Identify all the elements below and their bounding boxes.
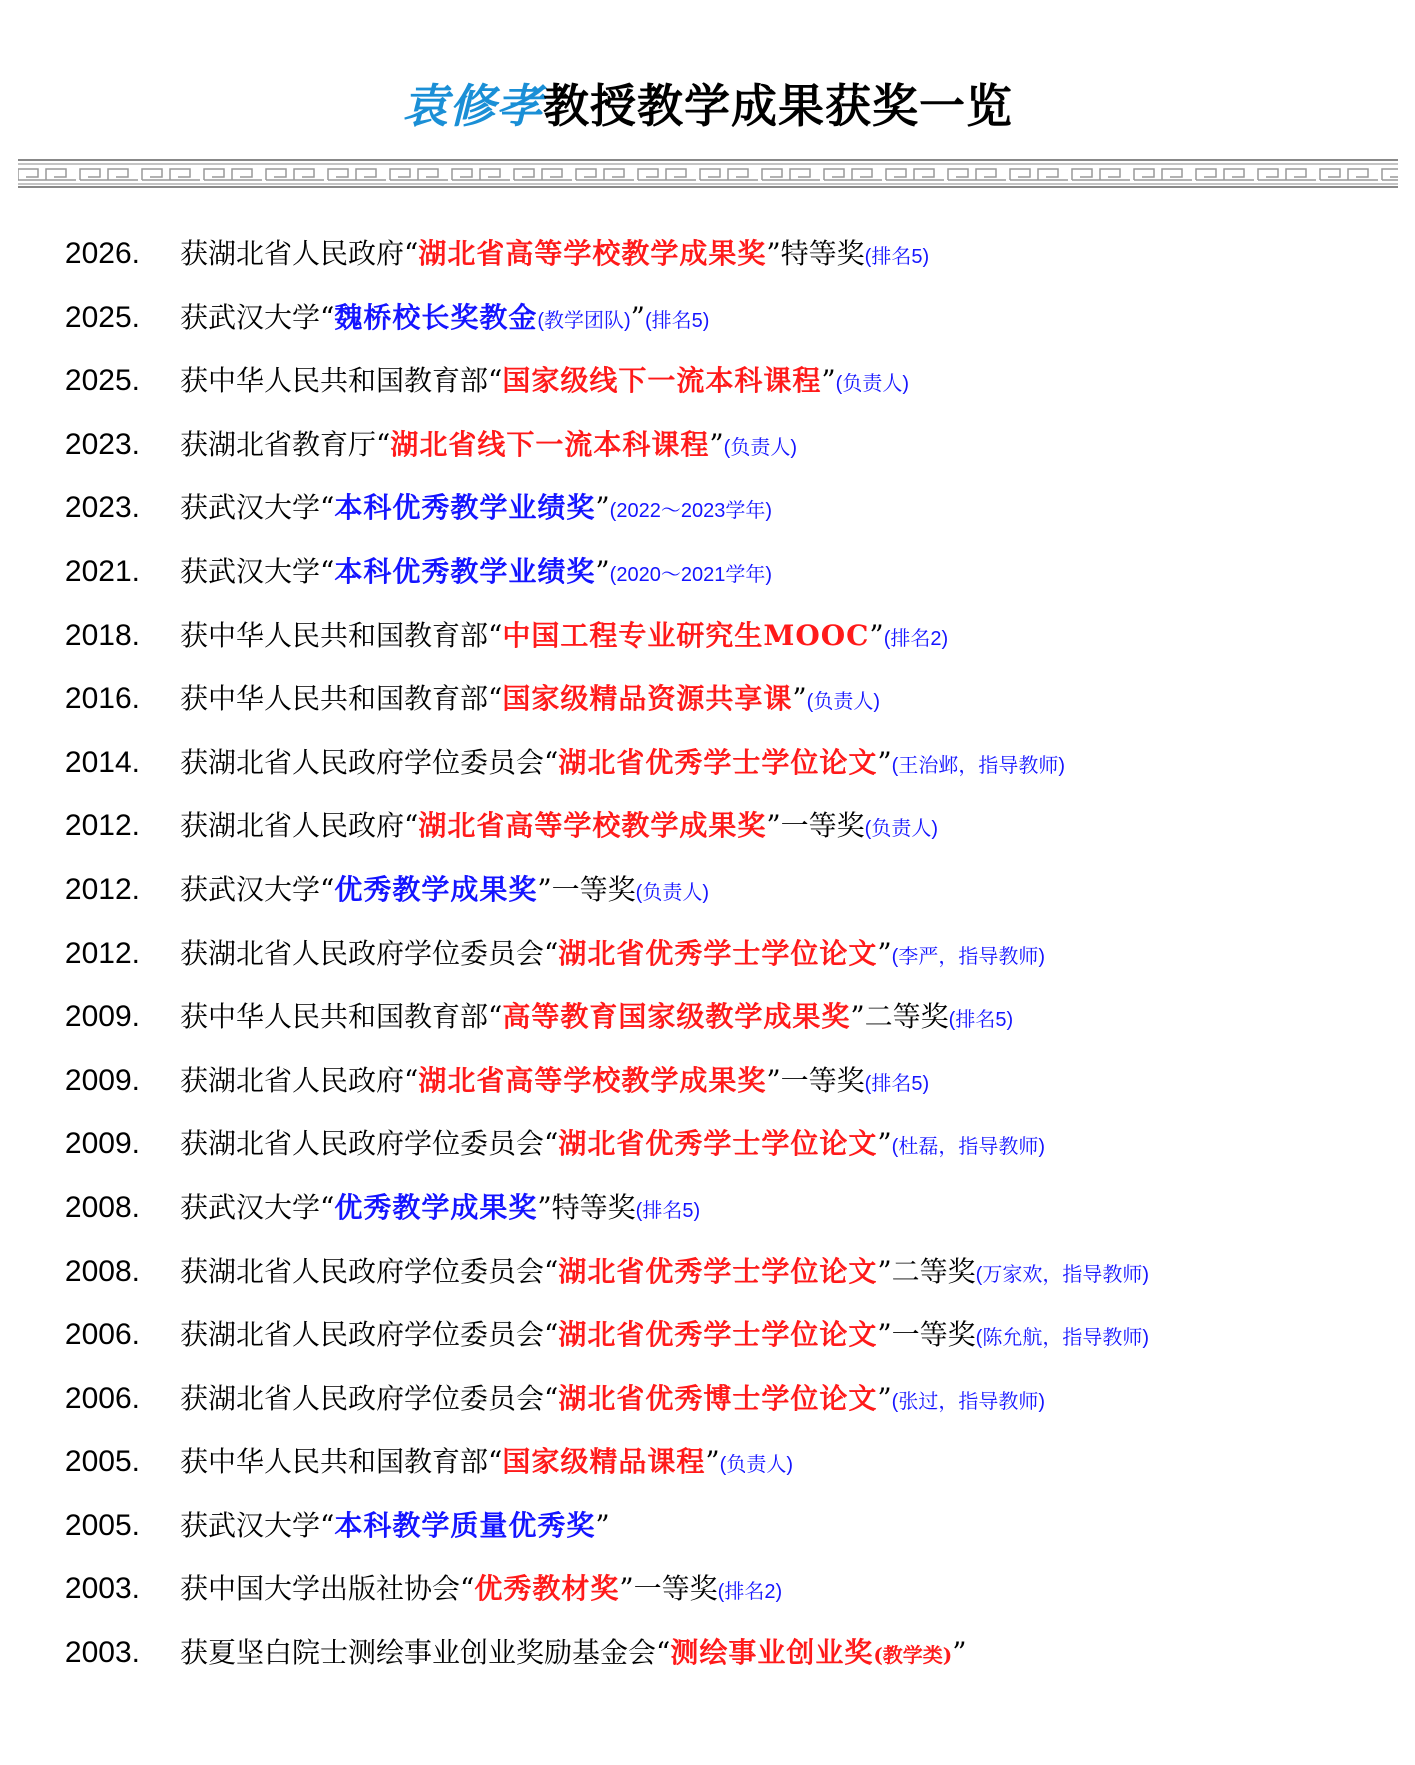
award-year: 2008. bbox=[64, 1190, 140, 1224]
award-level: ” bbox=[869, 618, 884, 652]
award-org: 获武汉大学“ bbox=[180, 1190, 335, 1224]
award-row bbox=[0, 357, 1415, 421]
award-note: (排名2) bbox=[883, 627, 949, 650]
award-row bbox=[0, 802, 1415, 866]
award-org: 获中华人民共和国教育部“ bbox=[180, 364, 503, 398]
award-row bbox=[0, 1565, 1415, 1629]
award-note: (负责人) bbox=[806, 691, 880, 714]
award-org: 获湖北省人民政府学位委员会“ bbox=[180, 1127, 559, 1161]
award-row bbox=[0, 484, 1415, 548]
award-org: 获湖北省人民政府“ bbox=[180, 809, 419, 843]
award-note: (2020～2021学年) bbox=[609, 563, 772, 586]
award-year: 2003. bbox=[64, 1636, 140, 1670]
award-org: 获中国大学出版社协会“ bbox=[180, 1572, 475, 1606]
award-year: 2026. bbox=[64, 237, 140, 270]
award-row bbox=[0, 675, 1415, 739]
award-year: 2009. bbox=[64, 1000, 140, 1034]
award-row bbox=[0, 548, 1415, 612]
award-year: 2009. bbox=[64, 1063, 140, 1097]
award-org: 获湖北省人民政府学位委员会“ bbox=[180, 1318, 559, 1352]
award-note: (2022～2023学年) bbox=[609, 500, 772, 523]
award-level: ”一等奖 bbox=[537, 872, 636, 906]
award-name: 魏桥校长奖教金 bbox=[334, 300, 538, 334]
award-row bbox=[0, 1311, 1415, 1375]
award-level: ” bbox=[877, 936, 892, 970]
award-org: 获湖北省人民政府学位委员会“ bbox=[180, 745, 559, 779]
award-note: (杜磊，指导教师) bbox=[891, 1136, 1045, 1159]
award-level: ” bbox=[877, 745, 892, 779]
award-note: (王治邺，指导教师) bbox=[891, 754, 1065, 777]
award-name: 中国工程专业研究生MOOC bbox=[502, 618, 870, 652]
award-year: 2003. bbox=[64, 1572, 140, 1606]
award-name: 本科优秀教学业绩奖 bbox=[334, 554, 596, 588]
award-org: 获武汉大学“ bbox=[180, 872, 335, 906]
award-row bbox=[0, 612, 1415, 676]
award-name: 湖北省优秀学士学位论文 bbox=[558, 1254, 878, 1288]
award-level: ” bbox=[595, 554, 610, 588]
award-name: 本科优秀教学业绩奖 bbox=[334, 491, 596, 525]
award-year: 2008. bbox=[64, 1254, 140, 1288]
award-row bbox=[0, 230, 1415, 294]
award-level: ” bbox=[705, 1445, 720, 1479]
award-note: (排名5) bbox=[864, 1072, 930, 1095]
award-sub: (教学类) bbox=[873, 1643, 953, 1668]
award-name: 测绘事业创业奖 bbox=[670, 1636, 874, 1670]
award-org: 获湖北省教育厅“ bbox=[180, 427, 391, 461]
award-level: ” bbox=[709, 427, 724, 461]
award-note: (陈允航，指导教师) bbox=[975, 1327, 1149, 1350]
award-note: (排名2) bbox=[717, 1581, 783, 1604]
award-note: (负责人) bbox=[719, 1454, 793, 1477]
award-note: (负责人) bbox=[864, 818, 938, 841]
award-note: (排名5) bbox=[645, 309, 710, 332]
award-level: ”特等奖 bbox=[537, 1190, 636, 1224]
award-year: 2012. bbox=[64, 809, 140, 843]
award-org: 获湖北省人民政府学位委员会“ bbox=[180, 1381, 559, 1415]
award-level: ” bbox=[792, 682, 807, 716]
award-name: 湖北省线下一流本科课程 bbox=[390, 427, 710, 461]
award-name: 国家级精品资源共享课 bbox=[502, 682, 793, 716]
award-org: 获中华人民共和国教育部“ bbox=[180, 682, 503, 716]
award-name: 本科教学质量优秀奖 bbox=[334, 1508, 596, 1542]
award-level: ” bbox=[630, 300, 645, 334]
award-level: ” bbox=[821, 364, 836, 398]
award-name: 优秀教材奖 bbox=[474, 1572, 620, 1606]
award-year: 2009. bbox=[64, 1127, 140, 1161]
award-row bbox=[0, 1375, 1415, 1439]
award-org: 获中华人民共和国教育部“ bbox=[180, 1000, 503, 1034]
award-name: 高等教育国家级教学成果奖 bbox=[502, 1000, 851, 1034]
award-year: 2012. bbox=[64, 936, 140, 970]
award-name: 湖北省优秀博士学位论文 bbox=[558, 1381, 878, 1415]
title-text: 教授教学成果获奖一览 bbox=[543, 79, 1013, 133]
decorative-divider bbox=[18, 158, 1398, 188]
award-note: (李严，指导教师) bbox=[891, 945, 1045, 968]
award-org: 获武汉大学“ bbox=[180, 491, 335, 525]
award-year: 2005. bbox=[64, 1445, 140, 1479]
award-org: 获湖北省人民政府“ bbox=[180, 237, 419, 270]
award-year: 2023. bbox=[64, 427, 140, 461]
award-org: 获武汉大学“ bbox=[180, 1508, 335, 1542]
award-name: 湖北省高等学校教学成果奖 bbox=[418, 1063, 767, 1097]
award-level: ”二等奖 bbox=[877, 1254, 976, 1288]
award-row bbox=[0, 1120, 1415, 1184]
award-org: 获湖北省人民政府学位委员会“ bbox=[180, 936, 559, 970]
title-name: 袁修孝 bbox=[402, 79, 543, 133]
award-row bbox=[0, 1057, 1415, 1121]
award-org: 获湖北省人民政府“ bbox=[180, 1063, 419, 1097]
award-org: 获武汉大学“ bbox=[180, 300, 335, 334]
award-row bbox=[0, 421, 1415, 485]
award-year: 2006. bbox=[64, 1381, 140, 1415]
award-name: 优秀教学成果奖 bbox=[334, 1190, 538, 1224]
award-name: 湖北省高等学校教学成果奖 bbox=[418, 237, 767, 270]
award-note: (张过，指导教师) bbox=[891, 1390, 1045, 1413]
award-row bbox=[0, 1629, 1415, 1693]
award-name: 湖北省高等学校教学成果奖 bbox=[418, 809, 767, 843]
award-note: (负责人) bbox=[723, 436, 797, 459]
award-note: (排名5) bbox=[948, 1009, 1014, 1032]
award-level: ” bbox=[952, 1636, 967, 1670]
award-year: 2006. bbox=[64, 1318, 140, 1352]
award-row bbox=[0, 866, 1415, 930]
page-title bbox=[0, 76, 1415, 136]
award-row bbox=[0, 1438, 1415, 1502]
award-note: (万家欢，指导教师) bbox=[975, 1263, 1149, 1286]
award-name: 国家级线下一流本科课程 bbox=[502, 364, 822, 398]
award-level: ”特等奖 bbox=[766, 237, 865, 270]
award-name: 湖北省优秀学士学位论文 bbox=[558, 1127, 878, 1161]
award-level: ” bbox=[595, 491, 610, 525]
award-row bbox=[0, 294, 1415, 358]
award-year: 2018. bbox=[64, 618, 140, 652]
award-sub: (教学团队) bbox=[537, 309, 631, 332]
award-row bbox=[0, 993, 1415, 1057]
award-year: 2023. bbox=[64, 491, 140, 525]
award-org: 获武汉大学“ bbox=[180, 554, 335, 588]
award-year: 2025. bbox=[64, 300, 140, 334]
award-org: 获中华人民共和国教育部“ bbox=[180, 1445, 503, 1479]
award-year: 2012. bbox=[64, 872, 140, 906]
award-level: ” bbox=[595, 1508, 610, 1542]
award-level: ”一等奖 bbox=[877, 1318, 976, 1352]
award-note: (排名5) bbox=[864, 246, 930, 268]
award-name: 湖北省优秀学士学位论文 bbox=[558, 745, 878, 779]
award-row bbox=[0, 1502, 1415, 1566]
award-note: (负责人) bbox=[835, 373, 909, 396]
award-year: 2016. bbox=[64, 682, 140, 716]
award-level: ”二等奖 bbox=[850, 1000, 949, 1034]
award-row bbox=[0, 739, 1415, 803]
award-level: ” bbox=[877, 1127, 892, 1161]
award-note: (排名5) bbox=[635, 1199, 701, 1222]
award-row bbox=[0, 1184, 1415, 1248]
award-row bbox=[0, 930, 1415, 994]
award-level: ”一等奖 bbox=[766, 1063, 865, 1097]
award-name: 湖北省优秀学士学位论文 bbox=[558, 1318, 878, 1352]
award-level: ”一等奖 bbox=[766, 809, 865, 843]
award-name: 优秀教学成果奖 bbox=[334, 872, 538, 906]
award-year: 2025. bbox=[64, 364, 140, 398]
award-name: 湖北省优秀学士学位论文 bbox=[558, 936, 878, 970]
award-list bbox=[0, 230, 1415, 1693]
award-name: 国家级精品课程 bbox=[502, 1445, 706, 1479]
award-org: 获夏坚白院士测绘事业创业奖励基金会“ bbox=[180, 1636, 671, 1670]
award-level: ” bbox=[877, 1381, 892, 1415]
award-row bbox=[0, 1248, 1415, 1312]
award-year: 2014. bbox=[64, 745, 140, 779]
award-note: (负责人) bbox=[635, 881, 709, 904]
award-year: 2021. bbox=[64, 554, 140, 588]
award-year: 2005. bbox=[64, 1508, 140, 1542]
award-org: 获湖北省人民政府学位委员会“ bbox=[180, 1254, 559, 1288]
award-org: 获中华人民共和国教育部“ bbox=[180, 618, 503, 652]
award-level: ”一等奖 bbox=[619, 1572, 718, 1606]
